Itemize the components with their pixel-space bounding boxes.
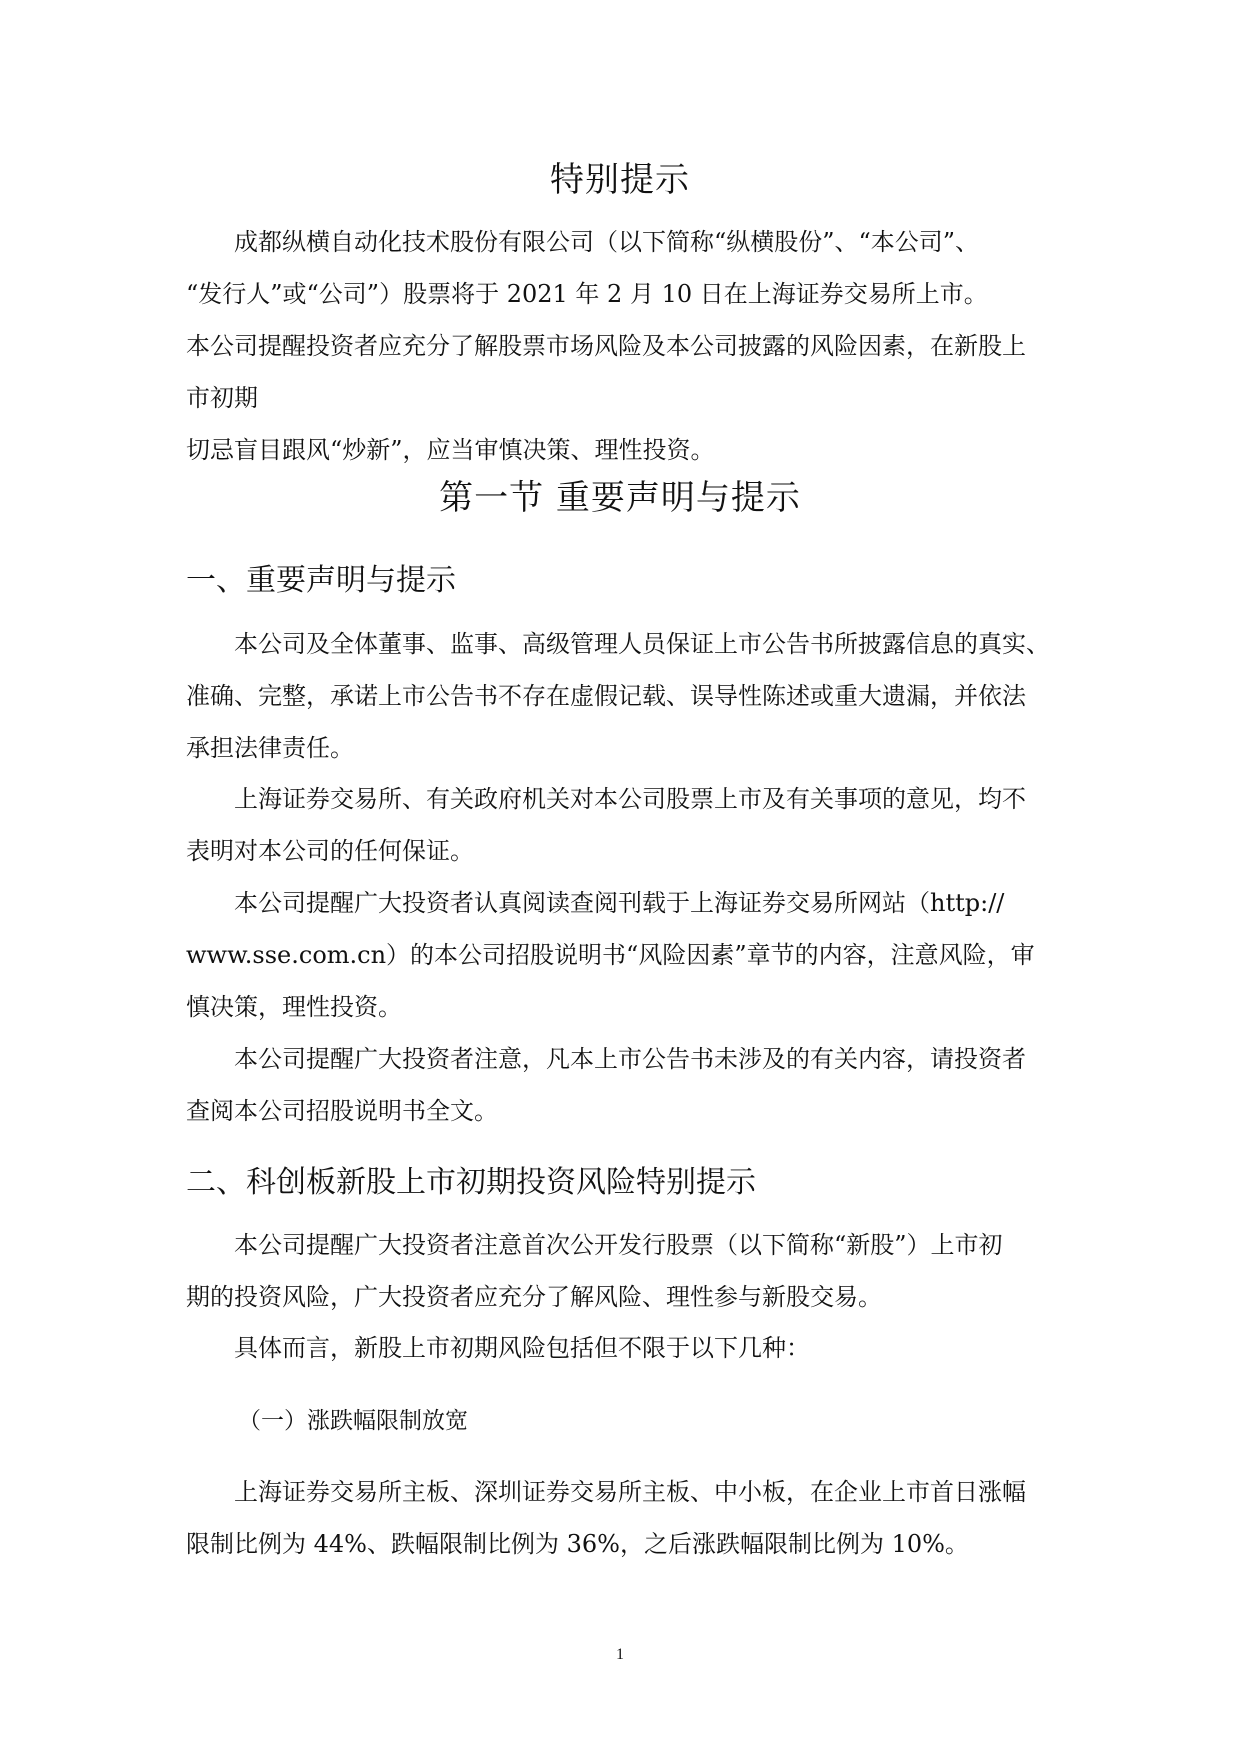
text-line: 准确、完整，承诺上市公告书不存在虚假记载、误导性陈述或重大遗漏，并依法 bbox=[186, 682, 1026, 710]
page-number: 1 bbox=[616, 1646, 624, 1663]
section-title: 第一节 重要声明与提示 bbox=[439, 478, 801, 518]
text-line: “发行人”或“公司”）股票将于 2021 年 2 月 10 日在上海证券交易所上市。 bbox=[186, 280, 988, 308]
text-line: 期的投资风险，广大投资者应充分了解风险、理性参与新股交易。 bbox=[186, 1283, 882, 1311]
text-line: 上海证券交易所、有关政府机关对本公司股票上市及有关事项的意见，均不 bbox=[234, 785, 1026, 813]
special-notice-title: 特别提示 bbox=[550, 160, 690, 200]
text-line: 慎决策，理性投资。 bbox=[186, 993, 402, 1021]
part1-heading: 一、重要声明与提示 bbox=[186, 563, 456, 598]
text-line: 限制比例为 44%、跌幅限制比例为 36%，之后涨跌幅限制比例为 10%。 bbox=[186, 1530, 969, 1558]
text-line: www.sse.com.cn）的本公司招股说明书“风险因素”章节的内容，注意风险，审 bbox=[186, 941, 1035, 969]
text-line: 本公司提醒广大投资者认真阅读查阅刊载于上海证券交易所网站（http:// bbox=[234, 889, 1005, 917]
price-limit-paragraph bbox=[186, 1466, 1066, 1570]
subheading-price-limit: （一）涨跌幅限制放宽 bbox=[238, 1408, 468, 1434]
text-line: 查阅本公司招股说明书全文。 bbox=[186, 1097, 498, 1125]
text-line: 本公司提醒广大投资者注意首次公开发行股票（以下简称“新股”）上市初 bbox=[234, 1231, 1003, 1259]
statement-paragraph-3 bbox=[186, 877, 1066, 1033]
text-line: 上海证券交易所主板、深圳证券交易所主板、中小板，在企业上市首日涨幅 bbox=[234, 1478, 1026, 1506]
statement-paragraph-1 bbox=[186, 618, 1066, 774]
text-line: 市初期 bbox=[186, 384, 258, 412]
text-line: 具体而言，新股上市初期风险包括但不限于以下几种： bbox=[234, 1334, 810, 1362]
text-line: 承担法律责任。 bbox=[186, 734, 354, 762]
text-line: 本公司提醒投资者应充分了解股票市场风险及本公司披露的风险因素，在新股上 bbox=[186, 332, 1026, 360]
text-line: 切忌盲目跟风“炒新”，应当审慎决策、理性投资。 bbox=[186, 436, 715, 464]
text-line: 成都纵横自动化技术股份有限公司（以下简称“纵横股份”、“本公司”、 bbox=[234, 228, 980, 256]
text-line: 表明对本公司的任何保证。 bbox=[186, 837, 474, 865]
statement-paragraph-4 bbox=[186, 1033, 1066, 1137]
risk-paragraph-2 bbox=[186, 1322, 1066, 1374]
text-line: 本公司提醒广大投资者注意，凡本上市公告书未涉及的有关内容，请投资者 bbox=[234, 1045, 1026, 1073]
risk-paragraph-1 bbox=[186, 1219, 1066, 1323]
special-notice-paragraph bbox=[186, 216, 1066, 476]
text-line: 本公司及全体董事、监事、高级管理人员保证上市公告书所披露信息的真实、 bbox=[234, 630, 1050, 658]
statement-paragraph-2 bbox=[186, 773, 1066, 877]
part2-heading: 二、科创板新股上市初期投资风险特别提示 bbox=[186, 1165, 756, 1200]
